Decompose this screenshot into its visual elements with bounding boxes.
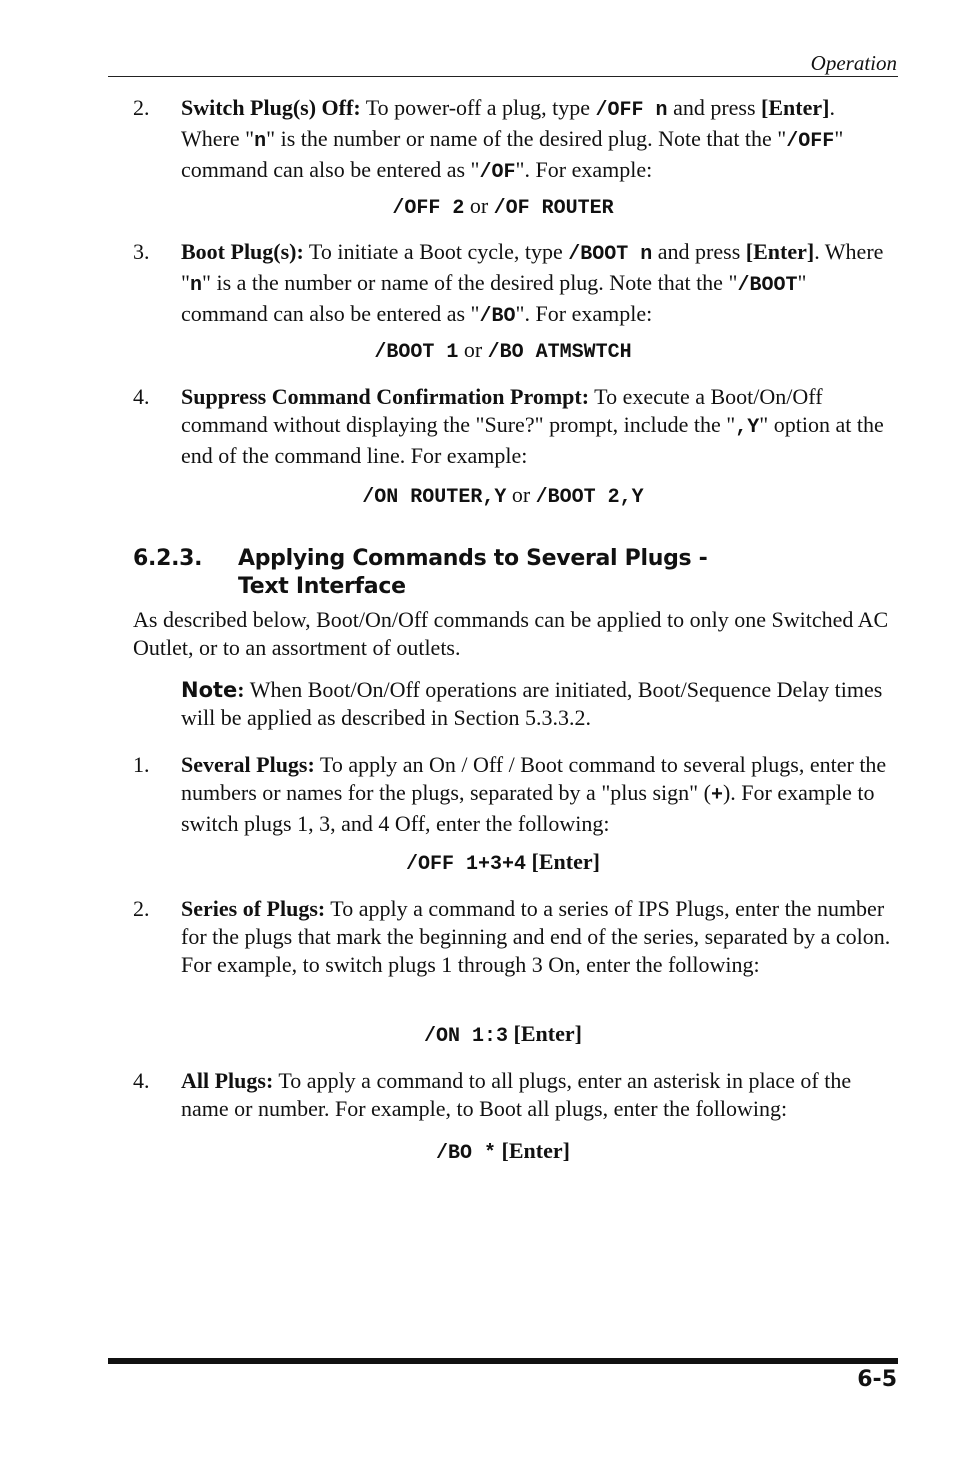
item-body xyxy=(181,238,898,331)
footer-rule xyxy=(108,1358,898,1364)
command-code: ,Y xyxy=(735,416,760,439)
item-label: Series of Plugs: xyxy=(181,896,326,921)
command-code: /OFF n xyxy=(595,99,668,122)
example-command: /OFF 2 xyxy=(392,197,465,220)
command-code: /BOOT xyxy=(737,274,798,297)
item-label: Boot Plug(s): xyxy=(181,239,304,264)
example-command: /BO ATMSWTCH xyxy=(487,341,632,364)
command-code: + xyxy=(710,784,723,807)
running-header: Operation xyxy=(810,51,897,75)
example-line xyxy=(108,1137,898,1168)
item-number: 1. xyxy=(133,752,150,777)
section-title-line: Applying Commands to Several Plugs - xyxy=(238,546,708,571)
example-command: /OF ROUTER xyxy=(493,197,614,220)
list-item-switch-off xyxy=(133,94,898,187)
list-item-series-of-plugs xyxy=(133,895,898,979)
item-text: To apply an On / Off / Boot command to several plugs, enter the numbers or names for the plugs, separated by a "plus sign" ( xyxy=(181,752,887,805)
item-text: and press xyxy=(667,95,762,120)
item-text: " is a the number or name of the desired plug. Note that the " xyxy=(202,270,738,295)
section-number: 6.2.3. xyxy=(133,546,203,571)
item-text: " command can also be entered as " xyxy=(181,270,807,326)
item-body xyxy=(181,895,898,979)
example-or: or xyxy=(506,482,536,507)
list-item-all-plugs xyxy=(133,1067,898,1123)
command-code: /BOOT n xyxy=(568,243,653,266)
command-code: n xyxy=(189,274,202,297)
command-code: n xyxy=(254,130,267,153)
item-text: To power-off a plug, type xyxy=(360,95,596,120)
item-number: 3. xyxy=(133,239,150,264)
example-command: /ON 1:3 xyxy=(424,1025,509,1048)
example-line xyxy=(108,192,898,223)
list-item-boot xyxy=(133,238,898,331)
item-text: To execute a Boot/On/Off command without displaying the "Sure?" prompt, include the " xyxy=(181,384,823,437)
item-number: 4. xyxy=(133,384,150,409)
enter-key-label: [Enter] xyxy=(526,849,600,874)
section-heading xyxy=(133,545,833,601)
item-text: To apply a command to a series of IPS Plugs, enter the number for the plugs that mark the beginning and end of the series, separated by a colon. For example, to switch plugs 1 through 3 On, enter the following: xyxy=(181,896,891,977)
example-or: or xyxy=(458,337,488,362)
command-code: /OFF xyxy=(786,130,835,153)
item-label: All Plugs: xyxy=(181,1068,274,1093)
page-number: 6-5 xyxy=(857,1367,897,1392)
item-text: ". For example: xyxy=(515,301,653,326)
item-text: . Where " xyxy=(181,239,884,295)
item-text: ). For example to switch plugs 1, 3, and 4 Off, enter the following: xyxy=(181,780,875,836)
enter-key-label: [Enter] xyxy=(496,1138,570,1163)
example-command: /ON ROUTER,Y xyxy=(362,486,507,509)
example-command: /OFF 1+3+4 xyxy=(406,853,527,876)
item-body xyxy=(181,1067,898,1123)
command-code: /BO xyxy=(479,305,516,328)
item-text: and press xyxy=(652,239,746,264)
item-number: 4. xyxy=(133,1068,150,1093)
item-text: ". For example: xyxy=(515,157,653,182)
command-code: /OF xyxy=(479,161,516,184)
key-label: [Enter] xyxy=(745,239,815,264)
item-text: " is the number or name of the desired plug. Note that the " xyxy=(266,126,787,151)
item-label: Suppress Command Confirmation Prompt: xyxy=(181,384,590,409)
note-text: When Boot/On/Off operations are initiated, Boot/Sequence Delay times will be applied as described in Section 5.3.3.2. xyxy=(181,677,883,730)
item-text: To initiate a Boot cycle, type xyxy=(303,239,569,264)
item-body xyxy=(181,94,898,187)
section-title xyxy=(238,545,833,601)
example-command: /BO * xyxy=(436,1142,497,1165)
item-number: 2. xyxy=(133,896,150,921)
item-label: Switch Plug(s) Off: xyxy=(181,95,361,120)
enter-key-label: [Enter] xyxy=(508,1021,582,1046)
item-text: " option at the end of the command line. For example: xyxy=(181,412,884,468)
intro-paragraph: As described below, Boot/On/Off commands can be applied to only one Switched AC Outlet, or to an assortment of outlets. xyxy=(133,607,889,660)
item-text: To apply a command to all plugs, enter an asterisk in place of the name or number. For example, to Boot all plugs, enter the following: xyxy=(181,1068,852,1121)
item-text: . Where " xyxy=(181,95,835,151)
item-number: 2. xyxy=(133,95,150,120)
list-item-several-plugs xyxy=(133,751,898,838)
item-body xyxy=(181,383,898,470)
list-item-suppress xyxy=(133,383,898,470)
example-line xyxy=(108,848,898,879)
example-line xyxy=(108,336,898,367)
example-line xyxy=(108,481,898,512)
item-body xyxy=(181,751,898,838)
note-block xyxy=(181,676,898,732)
item-text: " command can also be entered as " xyxy=(181,126,844,182)
item-label: Several Plugs: xyxy=(181,752,315,777)
key-label: [Enter] xyxy=(761,95,830,120)
header-rule xyxy=(108,76,898,77)
note-label: Note xyxy=(181,678,238,702)
section-title-line: Text Interface xyxy=(238,574,406,599)
example-command: /BOOT 2,Y xyxy=(535,486,644,509)
example-command: /BOOT 1 xyxy=(374,341,459,364)
note-colon: : xyxy=(237,677,245,702)
example-or: or xyxy=(464,193,494,218)
example-line xyxy=(108,1020,898,1051)
